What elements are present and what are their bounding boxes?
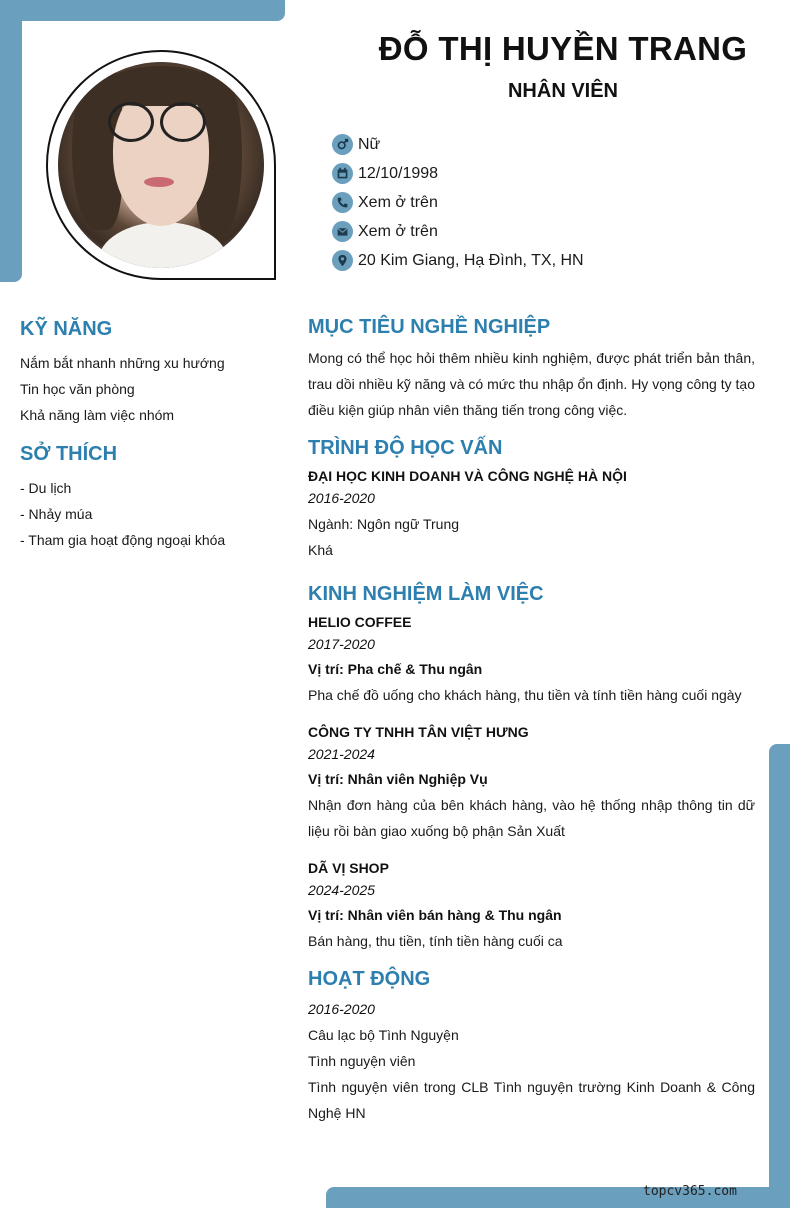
- activity-description: Tình nguyện viên trong CLB Tình nguyện trường Kinh Doanh & Công Nghệ HN: [308, 1079, 755, 1121]
- contact-phone-text: Xem ở trên: [358, 193, 438, 211]
- contact-list: [332, 130, 584, 275]
- contact-gender: [332, 130, 584, 159]
- frame-bar-top: [0, 0, 285, 21]
- job-company: DÃ VỊ SHOP: [308, 860, 389, 876]
- hobby-item: - Tham gia hoạt động ngoại khóa: [20, 532, 226, 548]
- hobbies-section: [20, 443, 280, 553]
- education-grade: Khá: [308, 542, 333, 558]
- skill-item: Nắm bắt nhanh những xu hướng: [20, 355, 225, 371]
- location-pin-icon: [332, 250, 353, 271]
- skill-item: Tin học văn phòng: [20, 381, 135, 397]
- activities-section: [308, 968, 755, 1126]
- education-heading: TRÌNH ĐỘ HỌC VẤN: [308, 437, 503, 459]
- phone-icon: [332, 192, 353, 213]
- activity-organization: Câu lạc bộ Tình Nguyện: [308, 1027, 459, 1043]
- school-name: ĐẠI HỌC KINH DOANH VÀ CÔNG NGHỆ HÀ NỘI: [308, 468, 627, 484]
- contact-gender-text: Nữ: [358, 135, 381, 153]
- skill-item: Khả năng làm việc nhóm: [20, 407, 175, 423]
- avatar-frame: [46, 50, 276, 280]
- right-column: [308, 316, 755, 1126]
- job-position: Vị trí: Nhân viên bán hàng & Thu ngân: [308, 907, 562, 923]
- contact-birthday: [332, 159, 584, 188]
- hobby-item: - Du lịch: [20, 480, 72, 496]
- skills-section: [20, 318, 280, 428]
- frame-bar-right: [769, 744, 790, 1208]
- job-position: Vị trí: Pha chế & Thu ngân: [308, 661, 483, 677]
- skills-heading: KỸ NĂNG: [20, 318, 113, 340]
- job-period: 2021-2024: [308, 746, 375, 762]
- job-entry: [308, 722, 755, 844]
- job-company: HELIO COFFEE: [308, 614, 412, 630]
- contact-address-text: 20 Kim Giang, Hạ Đình, TX, HN: [358, 251, 584, 269]
- contact-email-text: Xem ở trên: [358, 222, 438, 240]
- job-description: Bán hàng, thu tiền, tính tiền hàng cuối ca: [308, 933, 563, 949]
- job-company: CÔNG TY TNHH TÂN VIỆT HƯNG: [308, 724, 529, 740]
- candidate-name: ĐỖ THỊ HUYỀN TRANG: [378, 30, 748, 67]
- hobbies-heading: SỞ THÍCH: [20, 443, 118, 465]
- avatar: [58, 62, 264, 268]
- email-icon: [332, 221, 353, 242]
- candidate-title: NHÂN VIÊN: [507, 80, 618, 102]
- activity-role: Tình nguyện viên: [308, 1053, 416, 1069]
- calendar-icon: [332, 163, 353, 184]
- activity-period: 2016-2020: [308, 1001, 375, 1017]
- watermark-text: topcv365.com: [643, 1184, 737, 1199]
- job-description: Pha chế đồ uống cho khách hàng, thu tiền và tính tiền hàng cuối ngày: [308, 687, 742, 703]
- job-entry: [308, 612, 755, 708]
- education-section: [308, 437, 755, 563]
- objective-section: [308, 316, 755, 423]
- contact-birthday-text: 12/10/1998: [358, 164, 439, 182]
- job-period: 2017-2020: [308, 636, 375, 652]
- experience-section: [308, 583, 755, 954]
- contact-email: [332, 217, 584, 246]
- activities-heading: HOẠT ĐỘNG: [308, 968, 431, 990]
- job-period: 2024-2025: [308, 882, 375, 898]
- job-position: Vị trí: Nhân viên Nghiệp Vụ: [308, 771, 488, 787]
- job-description: Nhận đơn hàng của bên khách hàng, vào hệ thống nhập thông tin dữ liệu rồi bàn giao xuống bộ phận Sản Xuất: [308, 797, 755, 839]
- job-entry: [308, 858, 755, 954]
- hobby-item: - Nhảy múa: [20, 506, 93, 522]
- frame-bar-left: [0, 0, 22, 282]
- contact-address: [332, 246, 584, 275]
- contact-phone: [332, 188, 584, 217]
- objective-heading: MỤC TIÊU NGHỀ NGHIỆP: [308, 316, 551, 338]
- left-column: [20, 318, 280, 553]
- objective-text: Mong có thể học hỏi thêm nhiều kinh nghiệm, được phát triển bản thân, trau dồi nhiều kỹ năng và có mức thu nhập ổn định. Hy vọng công ty tạo điều kiện giúp nhân viên thăng tiến trong công việc.: [308, 350, 755, 418]
- education-major: Ngành: Ngôn ngữ Trung: [308, 516, 460, 532]
- gender-icon: [332, 134, 353, 155]
- experience-heading: KINH NGHIỆM LÀM VIỆC: [308, 583, 544, 605]
- education-period: 2016-2020: [308, 490, 375, 506]
